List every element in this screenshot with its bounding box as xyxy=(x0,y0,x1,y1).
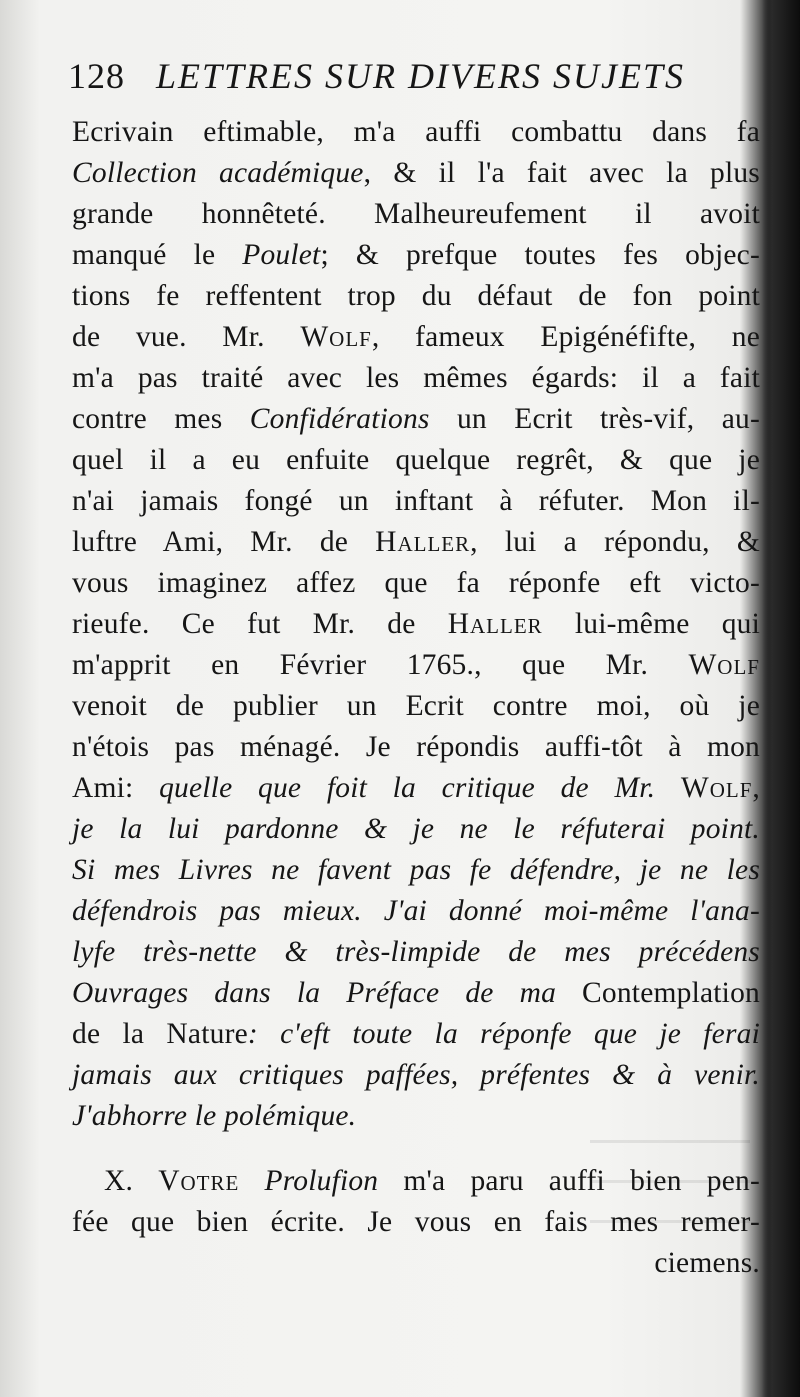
text-body xyxy=(72,112,760,1284)
italic-run: : c'eft toute la réponfe que je ferai xyxy=(247,1018,761,1050)
text-run: , xyxy=(752,772,760,804)
text-run: contre mes xyxy=(72,403,250,435)
text-run xyxy=(239,1165,264,1197)
text-run: tions fe reffentent trop du défaut de fon point xyxy=(72,280,760,312)
paragraph-2 xyxy=(72,1161,760,1284)
text-run: Contemplation xyxy=(556,977,760,1009)
italic-run: Ouvrages dans la Préface de ma xyxy=(72,977,557,1009)
text-run: grande honnêteté. Malheureufement il avoit xyxy=(72,198,760,230)
text-line xyxy=(72,850,760,891)
italic-run: Collection académique xyxy=(72,157,364,189)
text-line xyxy=(72,1014,760,1055)
text-line xyxy=(72,1202,760,1243)
text-line xyxy=(72,809,760,850)
text-line xyxy=(72,1161,760,1202)
text-run: , lui a répondu, & xyxy=(470,526,760,558)
text-line xyxy=(72,1096,760,1137)
text-run: n'ai jamais fongé un inftant à réfuter. Mon il- xyxy=(72,485,760,517)
italic-run: Confidérations xyxy=(249,403,430,435)
text-run: X. xyxy=(104,1165,159,1197)
text-line xyxy=(72,399,760,440)
text-run: un Ecrit très-vif, au- xyxy=(429,403,760,435)
text-line xyxy=(72,317,760,358)
small-caps-run: Wolf xyxy=(688,649,760,681)
text-line xyxy=(72,276,760,317)
text-run: m'apprit en Février 1765., que Mr. xyxy=(72,649,689,681)
text-run: Ecrivain eftimable, m'a auffi combattu dans fa xyxy=(72,116,760,148)
text-run: vous imaginez affez que fa réponfe eft victo- xyxy=(72,567,760,599)
text-run: luftre Ami, Mr. de xyxy=(72,526,376,558)
small-caps-run: Votre xyxy=(158,1165,240,1197)
text-run: rieufe. Ce fut Mr. de xyxy=(72,608,448,640)
text-run: , fameux Epigénéfifte, ne xyxy=(371,321,761,353)
small-caps-run: Wolf xyxy=(680,772,753,804)
small-caps-run: Haller xyxy=(447,608,543,640)
text-line xyxy=(72,563,760,604)
text-run: ; & prefque toutes fes objec- xyxy=(320,239,760,271)
text-run: , & il l'a fait avec la plus xyxy=(363,157,760,189)
text-line xyxy=(72,768,760,809)
text-line xyxy=(72,358,760,399)
text-run: lui-même qui xyxy=(542,608,760,640)
italic-run: J'abhorre le polémique. xyxy=(72,1100,357,1132)
paragraph-gap xyxy=(72,1137,760,1161)
italic-run: Si mes Livres ne favent pas fe défendre, je ne les xyxy=(72,854,760,886)
text-run: Ami: xyxy=(72,772,160,804)
text-line xyxy=(72,973,760,1014)
page-edge-shadow xyxy=(762,0,800,1397)
text-line xyxy=(72,891,760,932)
text-run: n'étois pas ménagé. Je répondis auffi-tôt à mon xyxy=(72,731,760,763)
text-run: fée que bien écrite. Je vous en fais mes remer- xyxy=(72,1206,760,1238)
page-number: 128 xyxy=(68,56,125,96)
italic-run: lyfe très-nette & très-limpide de mes précédens xyxy=(72,936,760,968)
running-title: LETTRES SUR DIVERS SUJETS xyxy=(156,56,685,96)
text-line xyxy=(72,686,760,727)
text-run: venoit de publier un Ecrit contre moi, où je xyxy=(72,690,760,722)
text-line xyxy=(72,235,760,276)
italic-run: défendrois pas mieux. J'ai donné moi-même l'ana- xyxy=(72,895,760,927)
text-line xyxy=(72,727,760,768)
text-line xyxy=(72,194,760,235)
text-line xyxy=(72,1055,760,1096)
text-line xyxy=(72,522,760,563)
small-caps-run: Haller xyxy=(375,526,471,558)
italic-run: Prolufion xyxy=(264,1165,379,1197)
text-run: quel il a eu enfuite quelque regrêt, & que je xyxy=(72,444,760,476)
italic-run: jamais aux critiques paffées, préfentes & à venir. xyxy=(72,1059,760,1091)
text-line xyxy=(72,481,760,522)
text-line xyxy=(72,932,760,973)
text-line xyxy=(72,604,760,645)
italic-run: quelle que foit la critique de Mr. xyxy=(159,772,681,804)
text-run: manqué le xyxy=(72,239,243,271)
text-run: de vue. Mr. xyxy=(72,321,301,353)
italic-run: je la lui pardonne & je ne le réfuterai point. xyxy=(72,813,760,845)
text-line xyxy=(72,153,760,194)
text-run: de la Nature xyxy=(72,1018,248,1050)
running-header xyxy=(68,52,728,100)
text-line xyxy=(72,645,760,686)
text-run: ciemens. xyxy=(654,1247,760,1279)
italic-run: Poulet xyxy=(242,239,321,271)
text-line xyxy=(72,1243,760,1284)
small-caps-run: Wolf xyxy=(300,321,372,353)
text-run: m'a pas traité avec les mêmes égards: il a fait xyxy=(72,362,760,394)
text-line xyxy=(72,440,760,481)
text-run: m'a paru auffi bien pen- xyxy=(378,1165,760,1197)
text-line xyxy=(72,112,760,153)
paragraph-1 xyxy=(72,112,760,1137)
